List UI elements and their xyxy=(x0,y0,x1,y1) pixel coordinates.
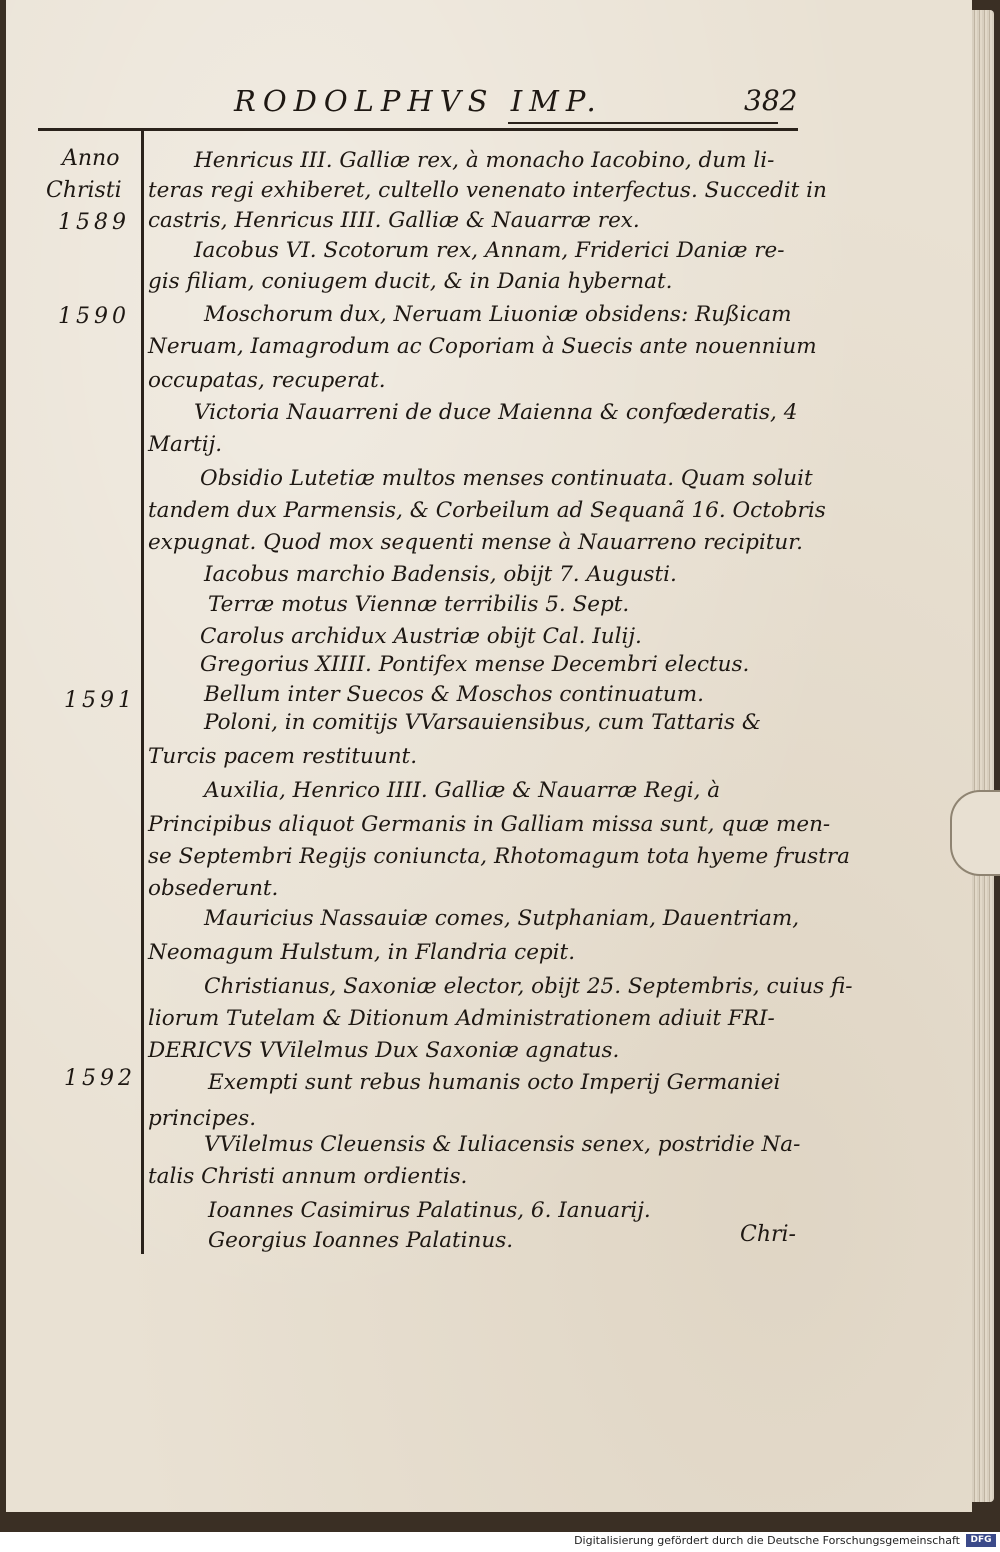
text-line: se Septembri Regijs coniuncta, Rhotomagum tota hyeme frustra xyxy=(148,844,850,869)
book-page xyxy=(6,0,972,1512)
head-rule xyxy=(38,128,798,131)
text-line: Gregorius XIIII. Pontifex mense Decembri electus. xyxy=(200,652,750,677)
text-line: DERICVS VVilelmus Dux Saxoniæ agnatus. xyxy=(148,1038,620,1063)
catchword: Chri- xyxy=(740,1222,796,1247)
text-line: Christianus, Saxoniæ elector, obijt 25. Septembris, cuius fi- xyxy=(204,974,853,999)
text-line: Moschorum dux, Neruam Liuoniæ obsidens: Rußicam xyxy=(204,302,792,327)
footer-credit: Digitalisierung gefördert durch die Deutsche Forschungsgemeinschaft xyxy=(574,1534,960,1547)
text-line: obsederunt. xyxy=(148,876,279,901)
text-line: Georgius Ioannes Palatinus. xyxy=(208,1228,514,1253)
text-line: Exempti sunt rebus humanis octo Imperij Germaniei xyxy=(208,1070,781,1095)
text-line: Turcis pacem restituunt. xyxy=(148,744,418,769)
margin-year-1590: 1590 xyxy=(58,304,130,329)
text-line: Iacobus marchio Badensis, obijt 7. Augusti. xyxy=(204,562,677,587)
footer xyxy=(0,1532,1000,1552)
text-line: Auxilia, Henrico IIII. Galliæ & Nauarræ Regi, à xyxy=(204,778,721,803)
margin-year-1589: 1589 xyxy=(58,210,130,235)
text-line: Obsidio Lutetiæ multos menses continuata. Quam soluit xyxy=(200,466,813,491)
text-line: talis Christi annum ordientis. xyxy=(148,1164,468,1189)
text-line: Principibus aliquot Germanis in Galliam missa sunt, quæ men- xyxy=(148,812,831,837)
page-edges xyxy=(972,10,994,1502)
text-line: expugnat. Quod mox sequenti mense à Nauarreno recipitur. xyxy=(148,530,803,555)
text-line: VVilelmus Cleuensis & Iuliacensis senex, postridie Na- xyxy=(204,1132,801,1157)
text-line: Victoria Nauarreni de duce Maienna & confœderatis, 4 xyxy=(194,400,798,425)
text-line: Ioannes Casimirus Palatinus, 6. Ianuarij. xyxy=(208,1198,651,1223)
text-line: Carolus archidux Austriæ obijt Cal. Iulij. xyxy=(200,624,642,649)
margin-year-1591: 1591 xyxy=(64,688,136,713)
margin-rule xyxy=(141,131,144,1254)
margin-christi: Christi xyxy=(46,178,122,203)
text-line: gis filiam, coniugem ducit, & in Dania hybernat. xyxy=(148,269,673,294)
dfg-logo: DFG xyxy=(966,1534,996,1547)
running-head-title: RODOLPHVS IMP. xyxy=(234,84,603,118)
text-line: Poloni, in comitijs VVarsauiensibus, cum Tattaris & xyxy=(204,710,762,735)
text-line: Neruam, Iamagrodum ac Coporiam à Suecis ante nouennium xyxy=(148,334,817,359)
text-line: tandem dux Parmensis, & Corbeilum ad Sequanã 16. Octobris xyxy=(148,498,826,523)
text-line: liorum Tutelam & Ditionum Administrationem adiuit FRI- xyxy=(148,1006,775,1031)
text-line: teras regi exhiberet, cultello venenato interfectus. Succedit in xyxy=(148,178,827,203)
text-line: Bellum inter Suecos & Moschos continuatum. xyxy=(204,682,704,707)
text-line: Iacobus VI. Scotorum rex, Annam, Friderici Daniæ re- xyxy=(194,238,785,263)
text-line: Terræ motus Viennæ terribilis 5. Sept. xyxy=(208,592,630,617)
margin-anno: Anno xyxy=(62,146,120,171)
text-line: Neomagum Hulstum, in Flandria cepit. xyxy=(148,940,576,965)
margin-year-1592: 1592 xyxy=(64,1066,136,1091)
text-line: principes. xyxy=(148,1106,257,1131)
text-line: occupatas, recuperat. xyxy=(148,368,386,393)
head-rule-upper xyxy=(508,122,778,124)
clip-tab xyxy=(950,790,1000,876)
text-line: Henricus III. Galliæ rex, à monacho Iacobino, dum li- xyxy=(194,148,775,173)
text-line: Mauricius Nassauiæ comes, Sutphaniam, Dauentriam, xyxy=(204,906,800,931)
text-line: castris, Henricus IIII. Galliæ & Nauarræ rex. xyxy=(148,208,640,233)
text-line: Martij. xyxy=(148,432,223,457)
page-number: 382 xyxy=(744,84,798,117)
